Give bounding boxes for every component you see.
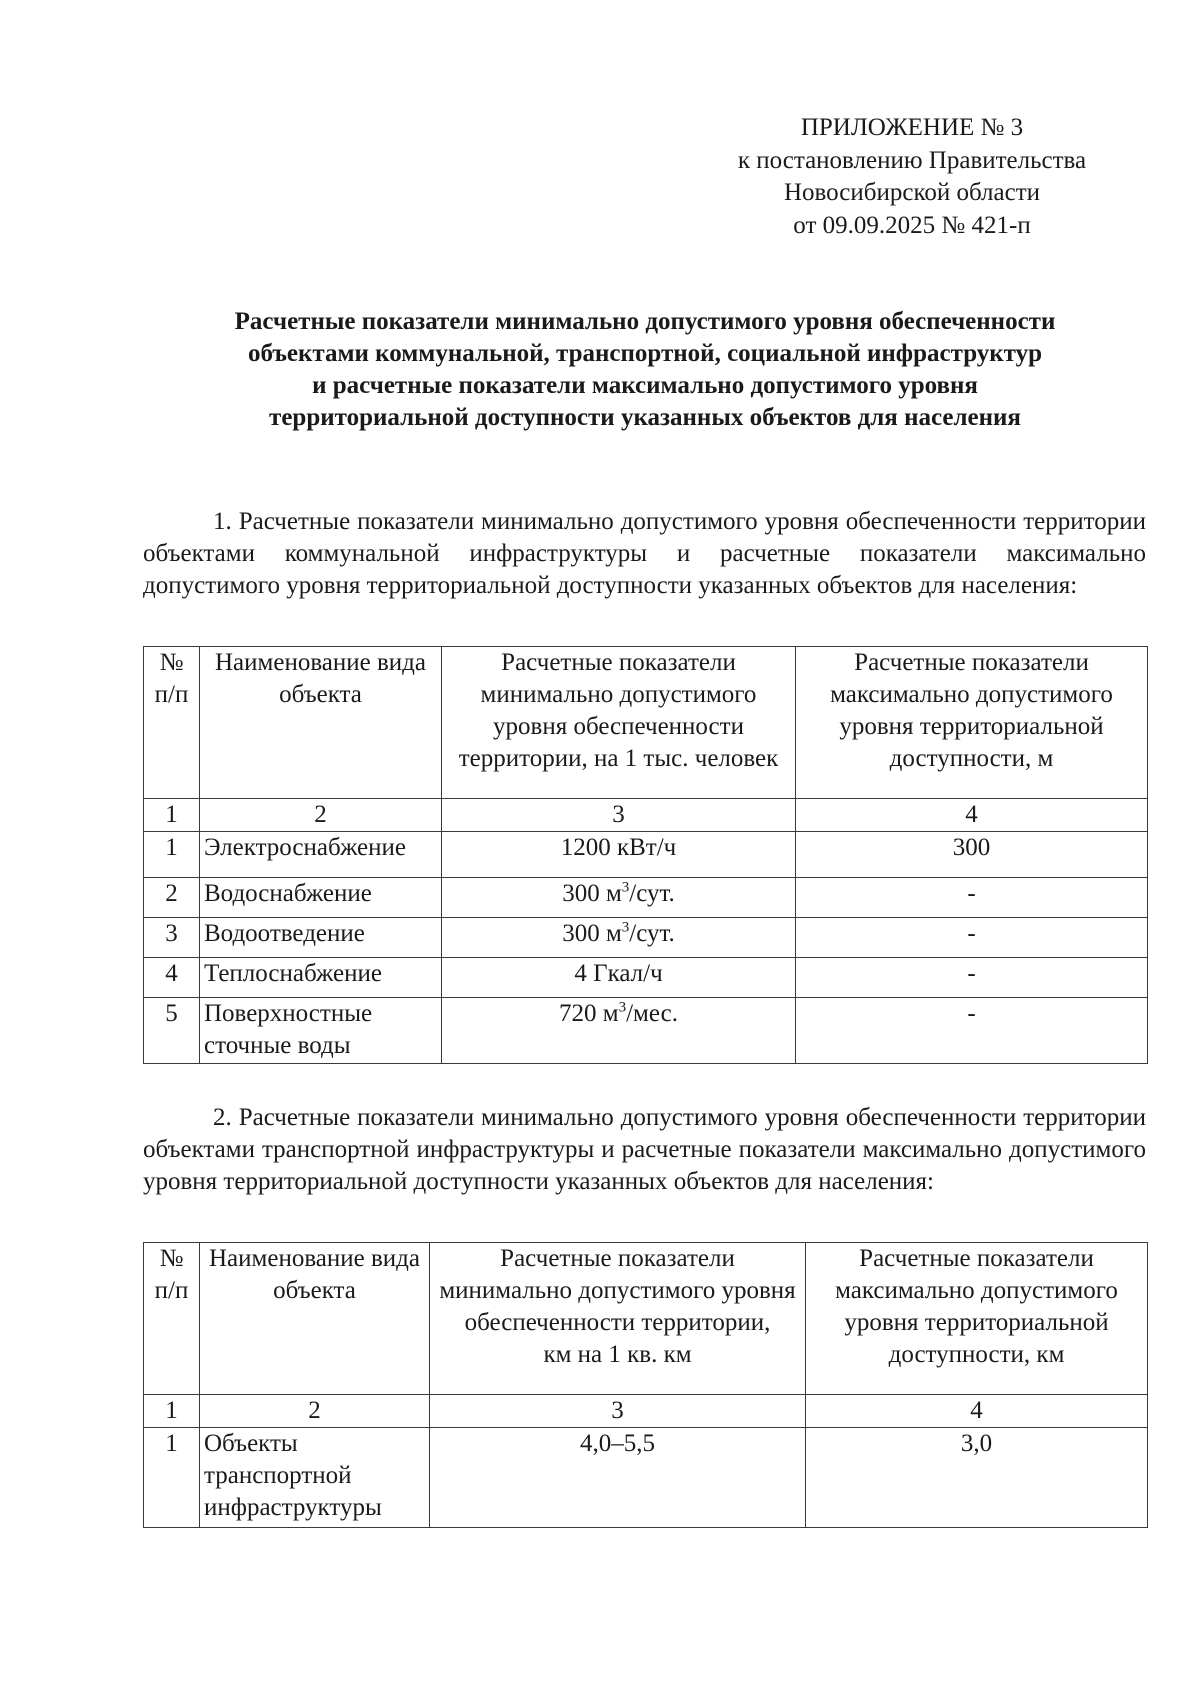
row-num: 5 [144, 998, 200, 1064]
row-value: 720 $м^3$/мес. [442, 998, 796, 1064]
column-number: 2 [200, 799, 442, 832]
column-number: 1 [144, 1395, 200, 1428]
section-2-paragraph: 2. Расчетные показатели минимально допустимого уровня обеспеченности территории объектами транспортной инфраструктуры и расчетные показатели максимально допустимого уровня территориальной доступности указанных объектов для населения: [143, 1104, 1146, 1196]
row-num: 4 [144, 958, 200, 998]
row-access: - [796, 878, 1148, 918]
column-number: 3 [430, 1395, 806, 1428]
header-min: Расчетные показатели минимально допустимого уровня обеспеченности территории, на 1 тыс. человек [442, 647, 796, 799]
row-value: 300 $м^3$/сут. [442, 918, 796, 958]
row-name: Электроснабжение [200, 832, 442, 878]
table-row [144, 998, 1148, 1064]
document-title [130, 306, 1160, 434]
section-1-paragraph: 1. Расчетные показатели минимально допустимого уровня обеспеченности территории объектами коммунальной инфраструктуры и расчетные показатели максимально допустимого уровня территориальной доступности указанных объектов для населения: [143, 508, 1146, 600]
appendix-reference: к постановлению Правительства [737, 146, 1087, 174]
row-name: Водоснабжение [200, 878, 442, 918]
appendix-number: ПРИЛОЖЕНИЕ № 3 [800, 114, 1024, 141]
row-num: 1 [144, 1428, 200, 1528]
column-number-row [144, 1395, 1148, 1428]
table-row [144, 832, 1148, 878]
header-min: Расчетные показатели минимально допустимого уровня обеспеченности территории, км на 1 кв. км [430, 1243, 806, 1395]
utility-infrastructure-table [143, 646, 1148, 1064]
row-num: 2 [144, 878, 200, 918]
title-line: Расчетные показатели минимально допустимого уровня обеспеченности [234, 308, 1056, 335]
column-number-row [144, 799, 1148, 832]
header-num: № п/п [144, 647, 200, 799]
table-row [144, 1428, 1148, 1528]
row-access: 300 [796, 832, 1148, 878]
column-number: 3 [442, 799, 796, 832]
column-number: 4 [806, 1395, 1148, 1428]
header-num: № п/п [144, 1243, 200, 1395]
column-number: 1 [144, 799, 200, 832]
appendix-header [712, 112, 1112, 242]
row-access: - [796, 958, 1148, 998]
row-name: Теплоснабжение [200, 958, 442, 998]
row-name: Поверхностные сточные воды [200, 998, 442, 1064]
header-name: Наименование вида объекта [200, 647, 442, 799]
table-header-row [144, 647, 1148, 799]
appendix-region: Новосибирской области [783, 179, 1041, 206]
row-access: - [796, 998, 1148, 1064]
row-value: 300 $м^3$/сут. [442, 878, 796, 918]
row-num: 1 [144, 832, 200, 878]
table-row [144, 918, 1148, 958]
row-access: 3,0 [806, 1428, 1148, 1528]
table-row [144, 878, 1148, 918]
title-line: объектами коммунальной, транспортной, социальной инфраструктур [247, 340, 1043, 367]
title-line: территориальной доступности указанных объектов для населения [269, 404, 1021, 431]
row-value: 1200 кВт/ч [442, 832, 796, 878]
column-number: 2 [200, 1395, 430, 1428]
row-value: 4 Гкал/ч [442, 958, 796, 998]
row-access: - [796, 918, 1148, 958]
title-line: и расчетные показатели максимально допустимого уровня [312, 372, 978, 399]
column-number: 4 [796, 799, 1148, 832]
header-max: Расчетные показатели максимально допустимого уровня территориальной доступности, км [806, 1243, 1148, 1395]
row-value: 4,0–5,5 [430, 1428, 806, 1528]
table-header-row [144, 1243, 1148, 1395]
transport-infrastructure-table [143, 1242, 1148, 1528]
row-name: Объекты транспортной инфраструктуры [200, 1428, 430, 1528]
appendix-date-number: от 09.09.2025 № 421-п [793, 211, 1031, 239]
table-row [144, 958, 1148, 998]
header-name: Наименование вида объекта [200, 1243, 430, 1395]
row-num: 3 [144, 918, 200, 958]
header-max: Расчетные показатели максимально допустимого уровня территориальной доступности, м [796, 647, 1148, 799]
row-name: Водоотведение [200, 918, 442, 958]
